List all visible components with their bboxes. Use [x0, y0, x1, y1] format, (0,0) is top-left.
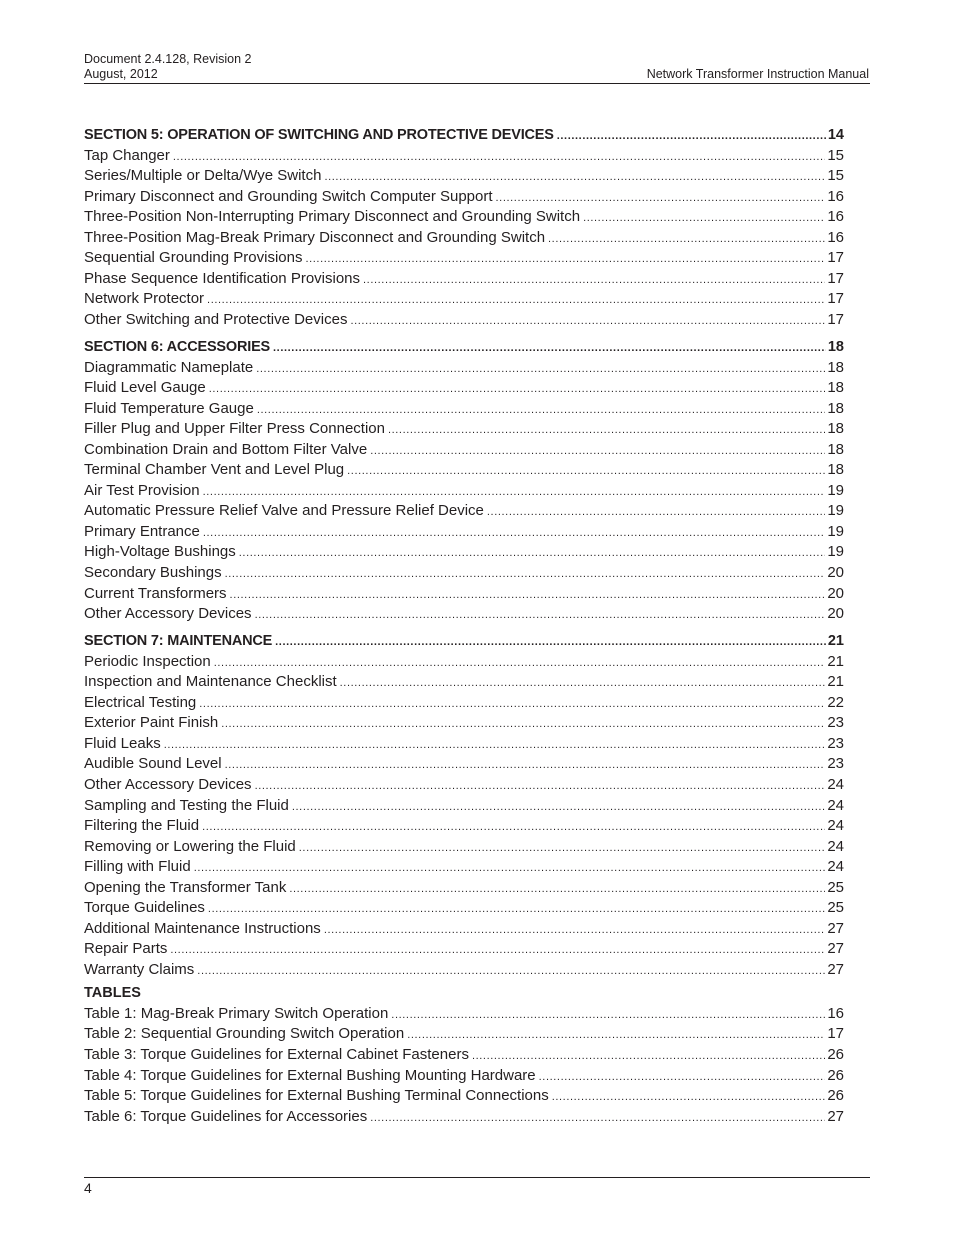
toc-leader: [347, 461, 825, 481]
toc-entry-title: Audible Sound Level: [84, 755, 222, 773]
toc-entry-page: 24: [827, 796, 844, 814]
toc-entry-title: Primary Entrance: [84, 522, 200, 540]
toc-leader: [275, 632, 826, 652]
toc-entry-page: 17: [827, 269, 844, 287]
toc-entry[interactable]: [84, 542, 844, 563]
toc-entry-page: 19: [827, 543, 844, 561]
toc-entry[interactable]: [84, 672, 844, 693]
toc-entry[interactable]: [84, 310, 844, 331]
toc-entry-title: Network Protector: [84, 290, 205, 308]
document-number: Document 2.4.128, Revision 2: [84, 52, 252, 66]
toc-entry-page: 18: [827, 399, 844, 417]
toc-entry-page: 18: [827, 420, 844, 438]
toc-entry-title: Filler Plug and Upper Filter Press Connection: [84, 420, 385, 438]
toc-entry-page: 27: [827, 960, 844, 978]
toc-entry[interactable]: [84, 919, 844, 940]
toc-entry-title: Three-Position Non-Interrupting Primary Disconnect and Grounding Switch: [84, 208, 581, 226]
toc-section-6[interactable]: [84, 337, 844, 358]
toc-leader: [173, 147, 825, 167]
toc-entry-page: 16: [827, 1004, 844, 1022]
toc-leader: [239, 543, 826, 563]
toc-entry[interactable]: [84, 248, 844, 269]
toc-entry-page: 24: [827, 858, 844, 876]
toc-leader: [370, 1108, 825, 1128]
toc-leader: [199, 694, 825, 714]
toc-leader: [170, 940, 825, 960]
toc-entry-page: 17: [827, 1025, 844, 1043]
toc-entry-page: 23: [827, 755, 844, 773]
toc-leader: [197, 961, 825, 981]
toc-entry-page: 26: [827, 1087, 844, 1105]
toc-entry[interactable]: [84, 460, 844, 481]
toc-leader: [214, 653, 826, 673]
toc-entry-page: 16: [827, 228, 844, 246]
toc-leader: [539, 1067, 826, 1087]
toc-entry[interactable]: [84, 501, 844, 522]
toc-entry[interactable]: [84, 857, 844, 878]
toc-leader: [370, 441, 825, 461]
toc-entry[interactable]: [84, 378, 844, 399]
toc-entry-title: Torque Guidelines: [84, 899, 205, 917]
toc-entry[interactable]: [84, 289, 844, 310]
toc-leader: [472, 1046, 825, 1066]
toc-entry-title: Table 5: Torque Guidelines for External Bushing Terminal Connections: [84, 1087, 549, 1105]
toc-entry-title: Three-Position Mag-Break Primary Disconnect and Grounding Switch: [84, 228, 546, 246]
toc-entry-page: 15: [827, 146, 844, 164]
toc-entry-page: 19: [827, 502, 844, 520]
toc-entry-title: Removing or Lowering the Fluid: [84, 837, 296, 855]
toc-leader: [164, 735, 826, 755]
toc-entry[interactable]: [84, 652, 844, 673]
toc-leader: [221, 714, 825, 734]
toc-leader: [350, 311, 825, 331]
toc-entry[interactable]: [84, 939, 844, 960]
page-footer: [84, 1177, 870, 1196]
toc-entry-page: 19: [827, 481, 844, 499]
toc-entry-page: 21: [827, 673, 844, 691]
toc-entry-title: Automatic Pressure Relief Valve and Pressure Relief Device: [84, 502, 484, 520]
toc-leader: [289, 879, 825, 899]
table-of-contents: [84, 125, 844, 1127]
toc-entry-title: Repair Parts: [84, 940, 168, 958]
toc-entry[interactable]: [84, 1107, 844, 1128]
toc-entry[interactable]: [84, 146, 844, 167]
toc-entry[interactable]: [84, 481, 844, 502]
toc-leader: [363, 270, 825, 290]
toc-entry-page: 27: [827, 940, 844, 958]
toc-entry[interactable]: [84, 399, 844, 420]
toc-entry-page: 21: [827, 652, 844, 670]
toc-entry-title: Fluid Leaks: [84, 734, 161, 752]
toc-leader: [255, 776, 826, 796]
toc-entry-page: 18: [827, 461, 844, 479]
toc-entry[interactable]: [84, 207, 844, 228]
toc-entry-title: Other Accessory Devices: [84, 605, 252, 623]
toc-entry[interactable]: [84, 440, 844, 461]
toc-entry-title: Filling with Fluid: [84, 858, 191, 876]
toc-leader: [194, 858, 826, 878]
toc-entry[interactable]: [84, 522, 844, 543]
toc-leader: [305, 249, 825, 269]
toc-entry-title: Exterior Paint Finish: [84, 714, 219, 732]
toc-leader: [209, 379, 826, 399]
toc-section-title: SECTION 6: ACCESSORIES: [84, 338, 271, 355]
toc-leader: [324, 167, 825, 187]
toc-entry[interactable]: [84, 419, 844, 440]
document-date: August, 2012: [84, 67, 158, 81]
page-number: 4: [84, 1180, 92, 1196]
document-info: [84, 52, 251, 82]
page-header: [84, 52, 870, 84]
toc-entry-title: Secondary Bushings: [84, 563, 222, 581]
toc-entry-page: 20: [827, 584, 844, 602]
toc-entry-title: Warranty Claims: [84, 960, 195, 978]
toc-entry-page: 17: [827, 290, 844, 308]
toc-leader: [299, 838, 826, 858]
toc-entry-title: Table 1: Mag-Break Primary Switch Operation: [84, 1004, 389, 1022]
toc-entry-page: 23: [827, 734, 844, 752]
toc-entry-page: 17: [827, 249, 844, 267]
toc-entry[interactable]: [84, 837, 844, 858]
toc-entry[interactable]: [84, 1045, 844, 1066]
toc-entry-title: Terminal Chamber Vent and Level Plug: [84, 461, 345, 479]
toc-entry-page: 20: [827, 563, 844, 581]
toc-entry-page: 26: [827, 1046, 844, 1064]
toc-leader: [583, 208, 825, 228]
toc-entry-title: Diagrammatic Nameplate: [84, 358, 254, 376]
toc-entry[interactable]: [84, 584, 844, 605]
toc-entry-title: Other Accessory Devices: [84, 775, 252, 793]
toc-section-7[interactable]: [84, 631, 844, 652]
toc-entry[interactable]: [84, 734, 844, 755]
toc-entry-page: 25: [827, 878, 844, 896]
toc-leader: [391, 1005, 825, 1025]
toc-entry[interactable]: [84, 358, 844, 379]
toc-entry[interactable]: [84, 228, 844, 249]
toc-section-title: SECTION 5: OPERATION OF SWITCHING AND PROTECTIVE DEVICES: [84, 127, 554, 143]
toc-section-page: 21: [827, 633, 844, 650]
toc-entry[interactable]: [84, 754, 844, 775]
toc-entry[interactable]: [84, 1066, 844, 1087]
toc-entry[interactable]: [84, 604, 844, 625]
toc-leader: [487, 502, 825, 522]
toc-section-title: SECTION 7: MAINTENANCE: [84, 633, 273, 650]
toc-entry-title: Filtering the Fluid: [84, 817, 200, 835]
toc-entry[interactable]: [84, 1004, 844, 1025]
toc-leader: [203, 523, 825, 543]
toc-entry-page: 26: [827, 1066, 844, 1084]
toc-entry[interactable]: [84, 713, 844, 734]
toc-entry[interactable]: [84, 563, 844, 584]
toc-entry-title: Air Test Provision: [84, 481, 200, 499]
toc-entry-title: Table 4: Torque Guidelines for External Bushing Mounting Hardware: [84, 1066, 536, 1084]
toc-section-7-items: [84, 652, 844, 981]
toc-leader: [207, 290, 825, 310]
toc-entry[interactable]: [84, 775, 844, 796]
toc-entry[interactable]: [84, 269, 844, 290]
toc-entry-title: Table 3: Torque Guidelines for External Cabinet Fasteners: [84, 1046, 469, 1064]
toc-entry-page: 19: [827, 522, 844, 540]
toc-leader: [230, 585, 826, 605]
toc-entry-page: 17: [827, 310, 844, 328]
toc-entry-title: Combination Drain and Bottom Filter Valve: [84, 440, 368, 458]
toc-section-6-items: [84, 358, 844, 625]
toc-leader: [552, 1087, 826, 1107]
toc-entry-page: 23: [827, 714, 844, 732]
toc-entry-title: High-Voltage Bushings: [84, 543, 236, 561]
toc-entry[interactable]: [84, 960, 844, 981]
toc-leader: [548, 229, 825, 249]
toc-entry-page: 18: [827, 358, 844, 376]
toc-entry-page: 22: [827, 693, 844, 711]
toc-entry[interactable]: [84, 796, 844, 817]
toc-leader: [557, 126, 826, 146]
toc-entry-page: 16: [827, 208, 844, 226]
toc-leader: [324, 920, 826, 940]
toc-entry-page: 24: [827, 817, 844, 835]
toc-entry-title: Opening the Transformer Tank: [84, 878, 287, 896]
toc-entry[interactable]: [84, 1086, 844, 1107]
toc-entry[interactable]: [84, 878, 844, 899]
manual-title: Network Transformer Instruction Manual: [646, 67, 869, 81]
toc-section-page: 14: [827, 127, 844, 143]
toc-entry-title: Series/Multiple or Delta/Wye Switch: [84, 167, 322, 185]
toc-entry-title: Primary Disconnect and Grounding Switch Computer Support: [84, 187, 493, 205]
toc-entry[interactable]: [84, 187, 844, 208]
toc-leader: [225, 755, 826, 775]
toc-leader: [256, 359, 825, 379]
toc-section-5-items: [84, 146, 844, 331]
toc-entry-title: Other Switching and Protective Devices: [84, 310, 348, 328]
toc-leader: [292, 797, 825, 817]
toc-entry-title: Electrical Testing: [84, 693, 197, 711]
toc-entry-page: 18: [827, 440, 844, 458]
toc-entry-page: 24: [827, 837, 844, 855]
toc-entry-page: 25: [827, 899, 844, 917]
toc-leader: [496, 188, 826, 208]
toc-leader: [203, 482, 826, 502]
toc-entry[interactable]: [84, 166, 844, 187]
toc-entry[interactable]: [84, 1024, 844, 1045]
toc-entry[interactable]: [84, 898, 844, 919]
toc-entry-title: Table 2: Sequential Grounding Switch Operation: [84, 1025, 405, 1043]
toc-leader: [388, 420, 825, 440]
toc-entry-page: 24: [827, 775, 844, 793]
toc-entry-title: Phase Sequence Identification Provisions: [84, 269, 361, 287]
toc-section-5[interactable]: [84, 125, 844, 146]
toc-entry-page: 16: [827, 187, 844, 205]
toc-entry-title: Sequential Grounding Provisions: [84, 249, 303, 267]
toc-entry[interactable]: [84, 693, 844, 714]
toc-entry-title: Sampling and Testing the Fluid: [84, 796, 289, 814]
toc-leader: [273, 338, 826, 358]
toc-leader: [407, 1025, 825, 1045]
toc-leader: [340, 673, 826, 693]
toc-entry-title: Fluid Level Gauge: [84, 379, 206, 397]
toc-entry-title: Inspection and Maintenance Checklist: [84, 673, 337, 691]
toc-entry-page: 15: [827, 167, 844, 185]
toc-entry-title: Tap Changer: [84, 146, 170, 164]
toc-leader: [202, 817, 825, 837]
toc-leader: [225, 564, 826, 584]
toc-entry-page: 20: [827, 605, 844, 623]
toc-entry[interactable]: [84, 816, 844, 837]
toc-entry-title: Current Transformers: [84, 584, 227, 602]
toc-entry-title: Table 6: Torque Guidelines for Accessories: [84, 1107, 368, 1125]
toc-tables-items: [84, 1004, 844, 1127]
toc-section-page: 18: [827, 338, 844, 355]
toc-leader: [255, 605, 826, 625]
toc-entry-title: Periodic Inspection: [84, 652, 211, 670]
toc-entry-title: Additional Maintenance Instructions: [84, 919, 321, 937]
toc-entry-page: 27: [827, 1107, 844, 1125]
toc-entry-page: 27: [827, 919, 844, 937]
toc-leader: [257, 400, 825, 420]
toc-entry-page: 18: [827, 379, 844, 397]
toc-entry-title: Fluid Temperature Gauge: [84, 399, 254, 417]
toc-tables-heading: TABLES: [84, 985, 141, 1002]
toc-leader: [208, 899, 825, 919]
